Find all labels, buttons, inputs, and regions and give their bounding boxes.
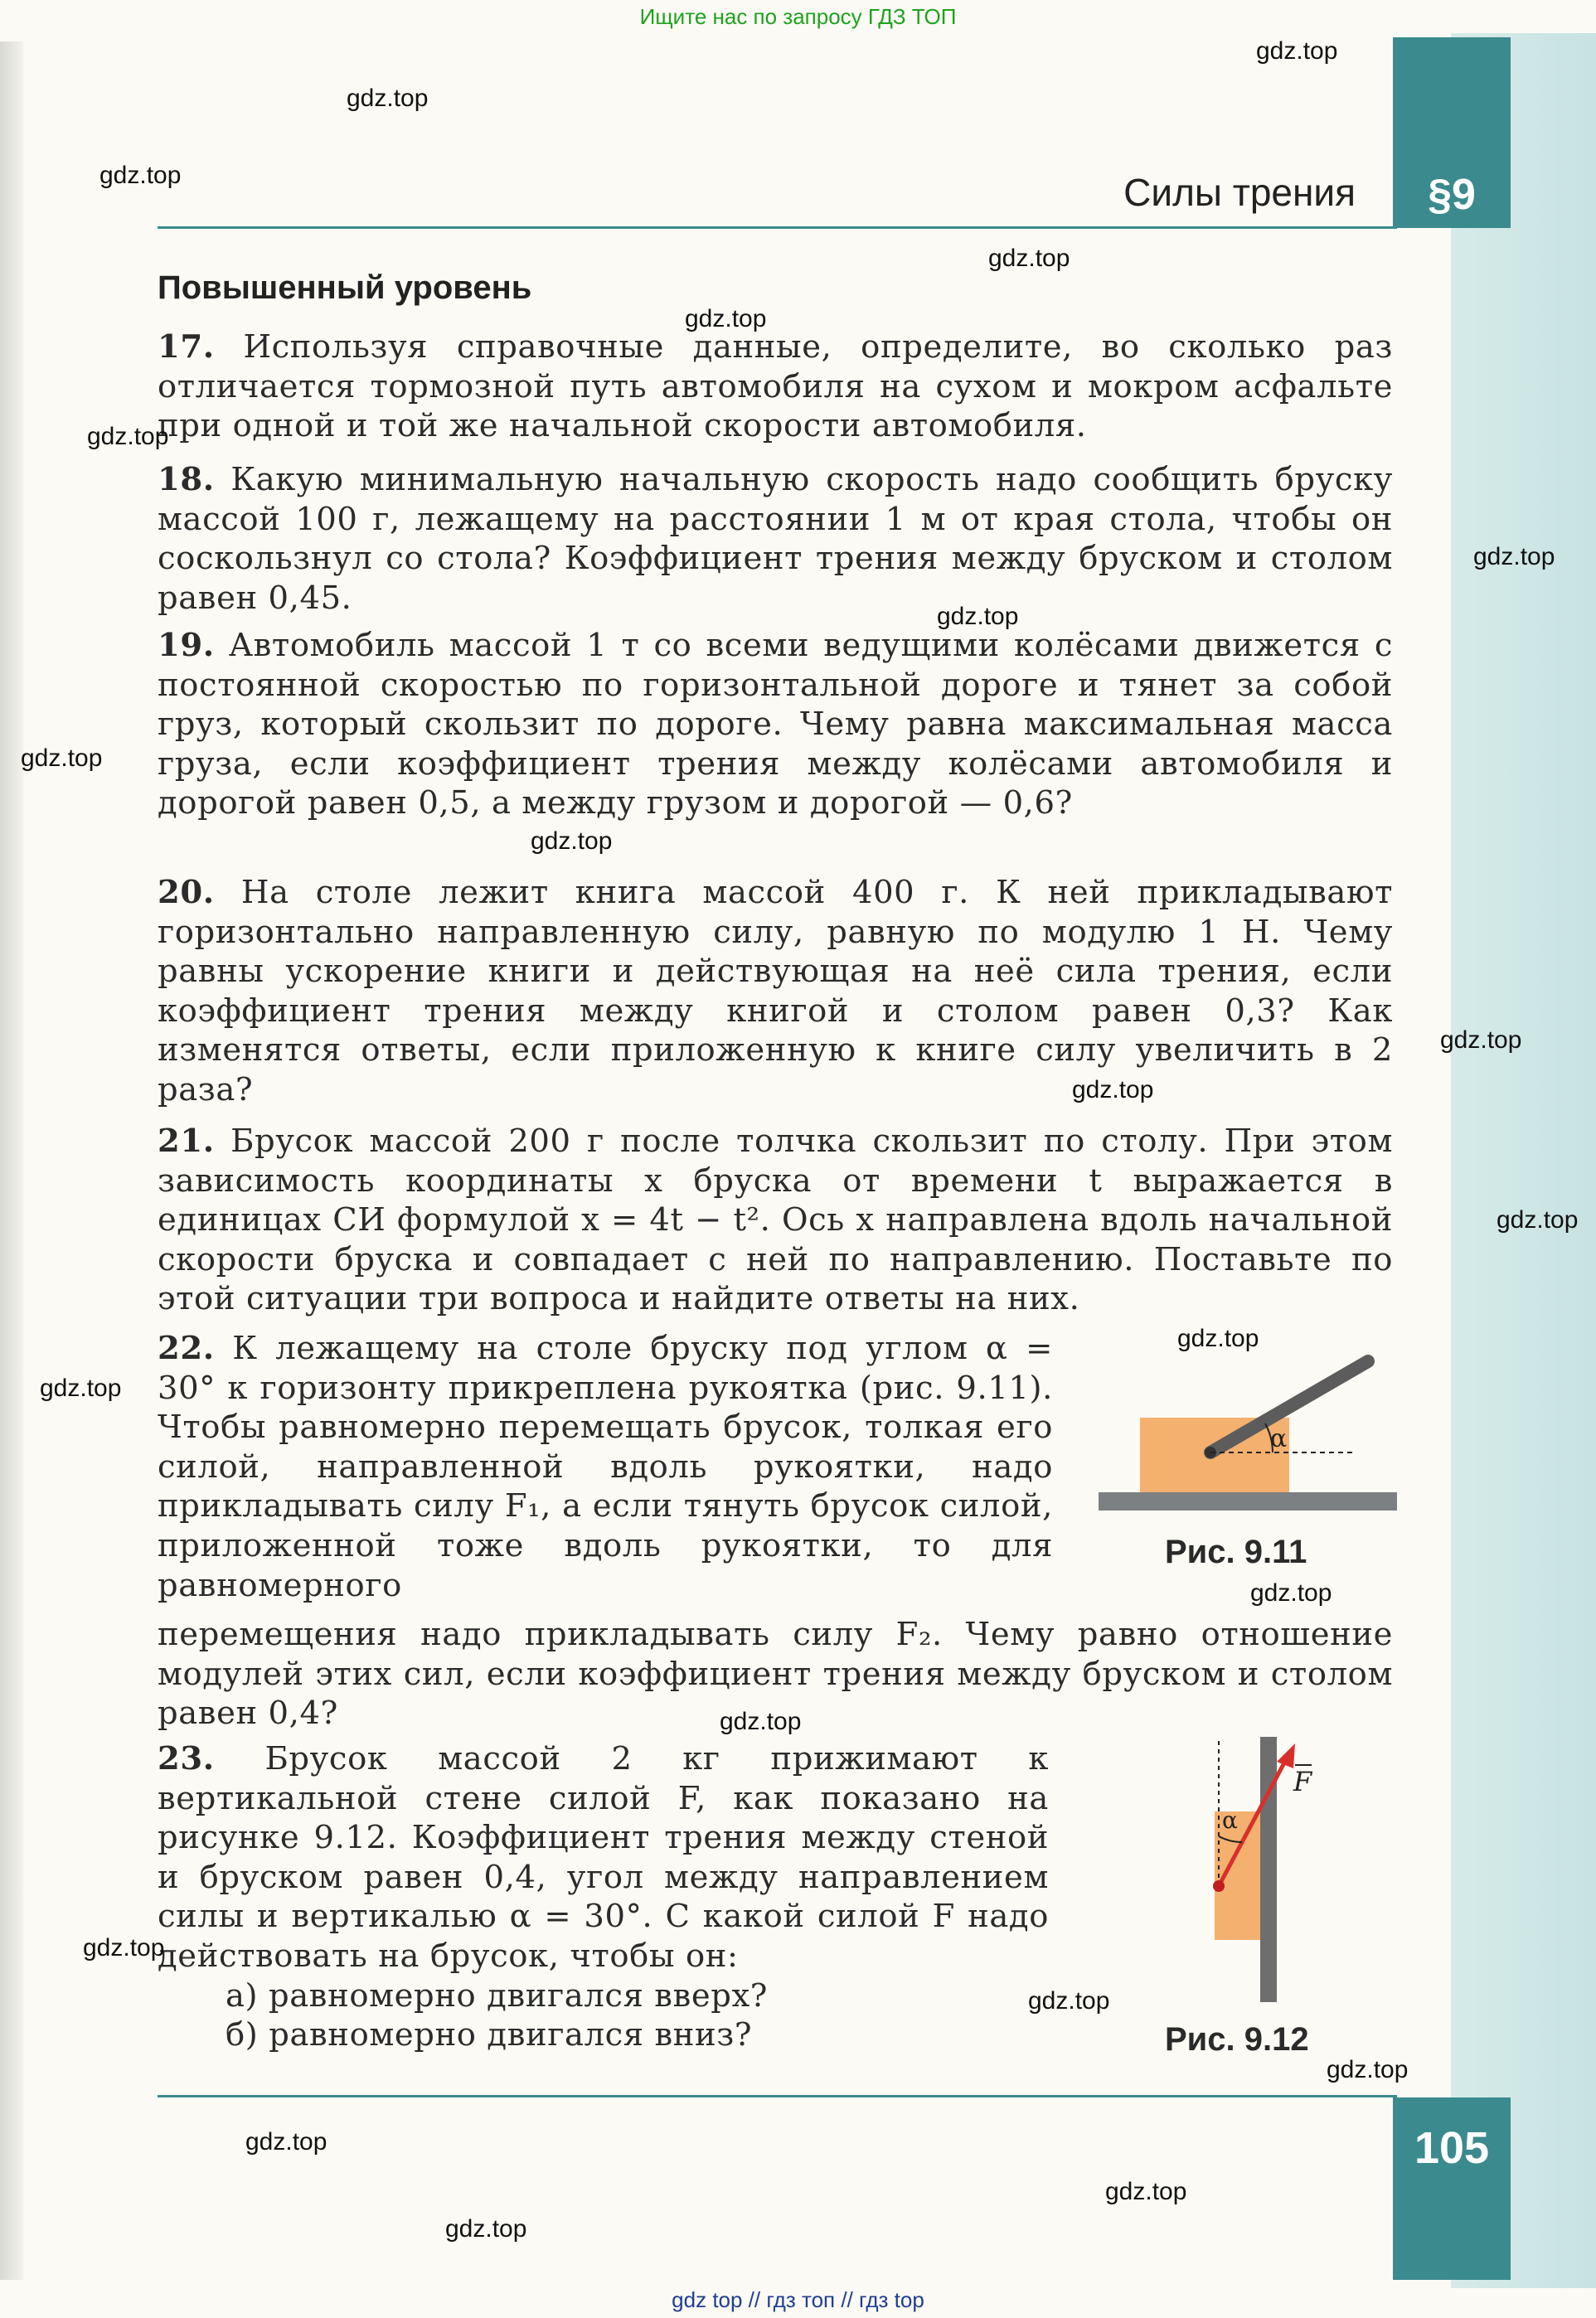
page-number: 105 <box>1393 2097 1511 2280</box>
problem-23-option-b: б) равномерно двигался вниз? <box>226 2016 753 2054</box>
watermark: gdz.top <box>531 827 613 855</box>
force-arrowhead <box>1277 1743 1295 1768</box>
footer-divider <box>158 2095 1397 2097</box>
problem-22-continued: перемещения надо прикладывать силу F₂. Чему равно отношение модулей этих сил, если коэффициент трения между бруском и столом равен 0,4? <box>158 1616 1393 1733</box>
watermark: gdz.top <box>1256 37 1338 65</box>
chapter-title: Силы трения <box>1123 171 1356 214</box>
watermark: gdz.top <box>1177 1325 1259 1352</box>
watermark: gdz.top <box>988 245 1070 272</box>
watermark: gdz.top <box>87 423 169 450</box>
watermark: gdz.top <box>40 1375 122 1402</box>
watermark: gdz.top <box>937 603 1019 630</box>
watermark: gdz.top <box>83 1934 165 1962</box>
problem-22: 22. К лежащему на столе бруску под углом α = 30° к горизонту прикреплена рукоятка (рис. 9.11). Чтобы равномерно перемещать брусок, толкая его силой, направленной вдоль рукоятки, надо прикладывать силу F₁, а если тянуть брусок силой, приложенной тоже вдоль рукоятки, то для равномерного <box>158 1330 1053 1604</box>
wall <box>1260 1737 1277 2002</box>
problem-23: 23. Брусок массой 2 кг прижимают к вертикальной стене силой F, как показано на рисунке 9.12. Коэффициент трения между стеной и бруском равен 0,4, угол между направлением силы и вертикалью α = 30°. С какой силой F надо действовать на брусок, чтобы он: а) равномерно двигался вверх? б) равномерно двигался вниз? <box>158 1740 1049 2054</box>
page-right-strip <box>1451 33 1596 2288</box>
watermark: gdz.top <box>1440 1026 1522 1054</box>
problem-19: 19. Автомобиль массой 1 т со всеми ведущими колёсами движется с постоянной скоростью по горизонтальной дороге и тянет за собой груз, который скользит по дороге. Чему равна максимальная масса груза, если коэффициент трения между колёсами автомобиля и дорогой равен 0,5, а между грузом и дорогой — 0,6? <box>158 627 1393 822</box>
figure-9-12-caption: Рис. 9.12 <box>1165 2021 1309 2058</box>
level-title: Повышенный уровень <box>158 269 532 306</box>
watermark: gdz.top <box>720 1708 802 1735</box>
figure-9-12 <box>1161 1729 1351 2002</box>
watermark: gdz.top <box>1072 1076 1154 1103</box>
top-banner[interactable]: Ищите нас по запросу ГДЗ ТОП <box>639 4 957 29</box>
watermark: gdz.top <box>347 85 429 112</box>
watermark: gdz.top <box>445 2215 527 2243</box>
angle-label: α <box>1270 1424 1288 1453</box>
angle-label: α <box>1222 1806 1238 1834</box>
problem-23-option-a: а) равномерно двигался вверх? <box>226 1976 769 2015</box>
watermark: gdz.top <box>245 2128 327 2156</box>
watermark: gdz.top <box>1105 2178 1187 2205</box>
problem-18: 18. Какую минимальную начальную скорость надо сообщить бруску массой 100 г, лежащему на расстоянии 1 м от края стола, чтобы он соскользнул со стола? Коэффициент трения между бруском и столом равен 0,45. <box>158 461 1393 617</box>
watermark: gdz.top <box>99 162 182 189</box>
problem-21: 21. Брусок массой 200 г после толчка скользит по столу. При этом зависимость координаты x бруска от времени t выражается в единицах СИ формулой x = 4t − t². Ось x направлена вдоль начальной скорости бруска и совпадает с ней по направлению. Поставьте по этой ситуации три вопроса и найдите ответы на них. <box>158 1123 1393 1318</box>
watermark: gdz.top <box>21 744 103 772</box>
watermark: gdz.top <box>1497 1206 1579 1234</box>
watermark: gdz.top <box>1327 2056 1409 2083</box>
problem-17: 17. Используя справочные данные, определите, во сколько раз отличается тормозной путь автомобиля на сухом и мокром асфальте при одной и той же начальной скорости автомобиля. <box>158 328 1394 445</box>
watermark: gdz.top <box>1473 543 1555 570</box>
watermark: gdz.top <box>1028 1987 1110 2015</box>
bottom-banner[interactable]: gdz top // гдз топ // гдз top <box>672 2287 924 2312</box>
watermark: gdz.top <box>1250 1579 1332 1607</box>
section-tab: §9 <box>1393 37 1511 228</box>
watermark: gdz.top <box>685 305 767 332</box>
figure-9-11 <box>1094 1343 1401 1517</box>
problem-20: 20. На столе лежит книга массой 400 г. К ней прикладывают горизонтально направленную силу, равную по модулю 1 Н. Чему равны ускорение книги и действующая на неё сила трения, если коэффициент трения между книгой и столом равен 0,3? Как изменятся ответы, если приложенную к книге силу увеличить в 2 раза? <box>158 874 1393 1108</box>
application-point <box>1213 1880 1225 1892</box>
page-left-edge <box>0 41 23 2280</box>
table-surface <box>1099 1492 1397 1511</box>
header-divider <box>158 226 1397 229</box>
force-label: F <box>1293 1766 1312 1797</box>
figure-9-11-caption: Рис. 9.11 <box>1165 1534 1307 1570</box>
